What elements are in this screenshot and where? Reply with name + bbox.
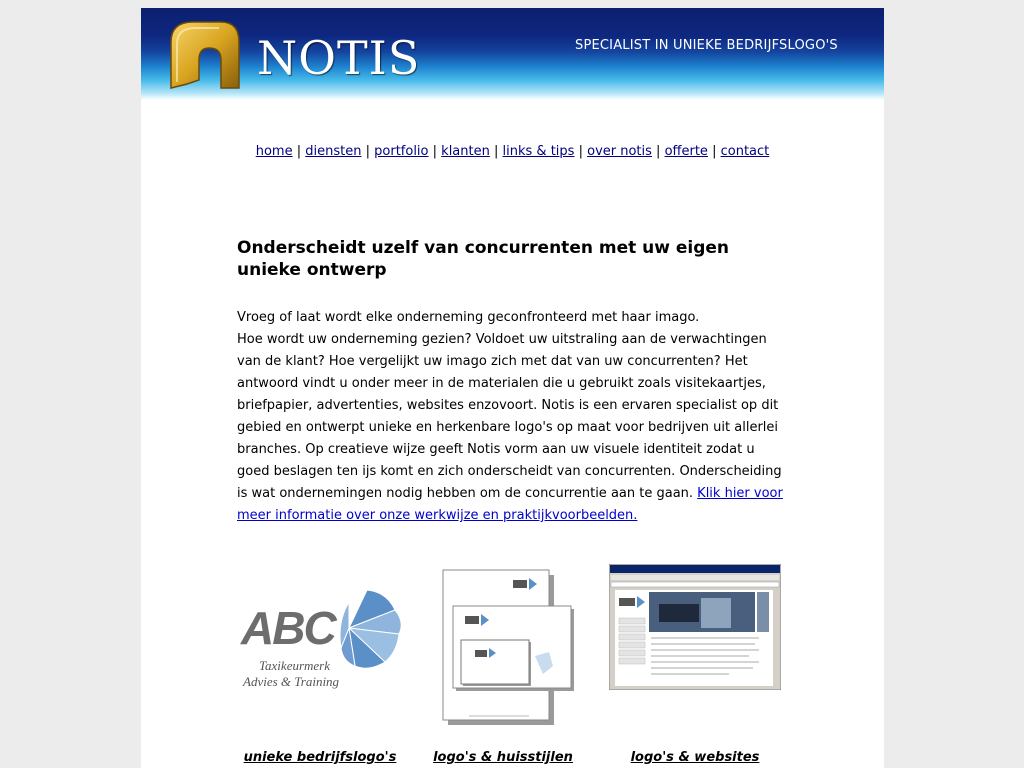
caption-unieke-bedrijfslogos[interactable]: unieke bedrijfslogo's — [243, 750, 397, 765]
nav-link-diensten[interactable]: diensten — [305, 144, 362, 159]
abc-logo-subtitle-1: Taxikeurmerk — [259, 658, 331, 673]
nav-separator: | — [578, 144, 583, 159]
website-thumbnail[interactable] — [609, 564, 781, 690]
nav-separator: | — [712, 144, 717, 159]
nav-link-home[interactable]: home — [255, 144, 293, 159]
nav-separator: | — [432, 144, 438, 159]
nav-link-klanten[interactable]: klanten — [441, 144, 490, 159]
intro-first-line: Vroeg of laat wordt elke onderneming geconfronteerd met haar imago. — [237, 310, 700, 325]
main-navigation — [141, 144, 884, 159]
header-tagline: SPECIALIST IN UNIEKE BEDRIJFSLOGO'S — [575, 38, 838, 53]
caption-logos-huisstijlen[interactable]: logo's & huisstijlen — [433, 750, 573, 765]
page-container — [141, 8, 884, 768]
browser-titlebar — [610, 565, 780, 573]
more-info-link[interactable]: Klik hier voor meer informatie over onze werkwijze en praktijkvoorbeelden. — [237, 486, 783, 523]
nav-separator: | — [365, 144, 370, 159]
site-header — [141, 8, 884, 100]
caption-logos-websites[interactable]: logo's & websites — [630, 750, 760, 765]
brand-name[interactable]: NOTIS — [257, 31, 421, 85]
nav-separator: | — [494, 144, 499, 159]
abc-logo-thumbnail[interactable] — [237, 582, 407, 692]
abc-logo-shield-icon — [340, 590, 401, 668]
house-style-thumbnail[interactable] — [439, 566, 579, 732]
nav-link-over-notis[interactable]: over notis — [587, 144, 652, 159]
page-headline: Onderscheidt uzelf van concurrenten met uw eigen unieke ontwerp — [237, 238, 730, 280]
abc-logo-letters: ABC — [241, 602, 335, 654]
nav-separator: | — [296, 144, 302, 159]
nav-link-portfolio[interactable]: portfolio — [374, 144, 429, 159]
intro-paragraph — [237, 307, 789, 527]
nav-separator: | — [656, 144, 661, 159]
intro-body-text: Hoe wordt uw onderneming gezien? Voldoet uw uitstraling aan de verwachtingen van de klant? Hoe vergelijkt uw imago zich met dat van uw concurrenten? Het antwoord vindt u onder meer in de materialen die u gebruikt zoals visitekaartjes, briefpapier, advertenties, websites enzovoort. Notis is een ervaren specialist op dit gebied en ontwerpt unieke en herkenbare logo's op maat voor bedrijven uit allerlei branches. Op creatieve wijze geeft Notis vorm aan uw visuele identiteit zodat u goed beslagen ten ijs komt en zich onderscheidt van concurrenten. Onderscheiding is wat ondernemingen nodig hebben om de concurrentie aan te gaan. — [237, 332, 782, 501]
main-content — [237, 237, 789, 527]
abc-logo-subtitle-2: Advies & Training — [243, 674, 340, 689]
nav-link-links-tips[interactable]: links & tips — [502, 144, 575, 159]
notis-logo-mark-icon[interactable] — [163, 18, 243, 94]
nav-link-offerte[interactable]: offerte — [664, 144, 708, 159]
nav-link-contact[interactable]: contact — [720, 144, 770, 159]
